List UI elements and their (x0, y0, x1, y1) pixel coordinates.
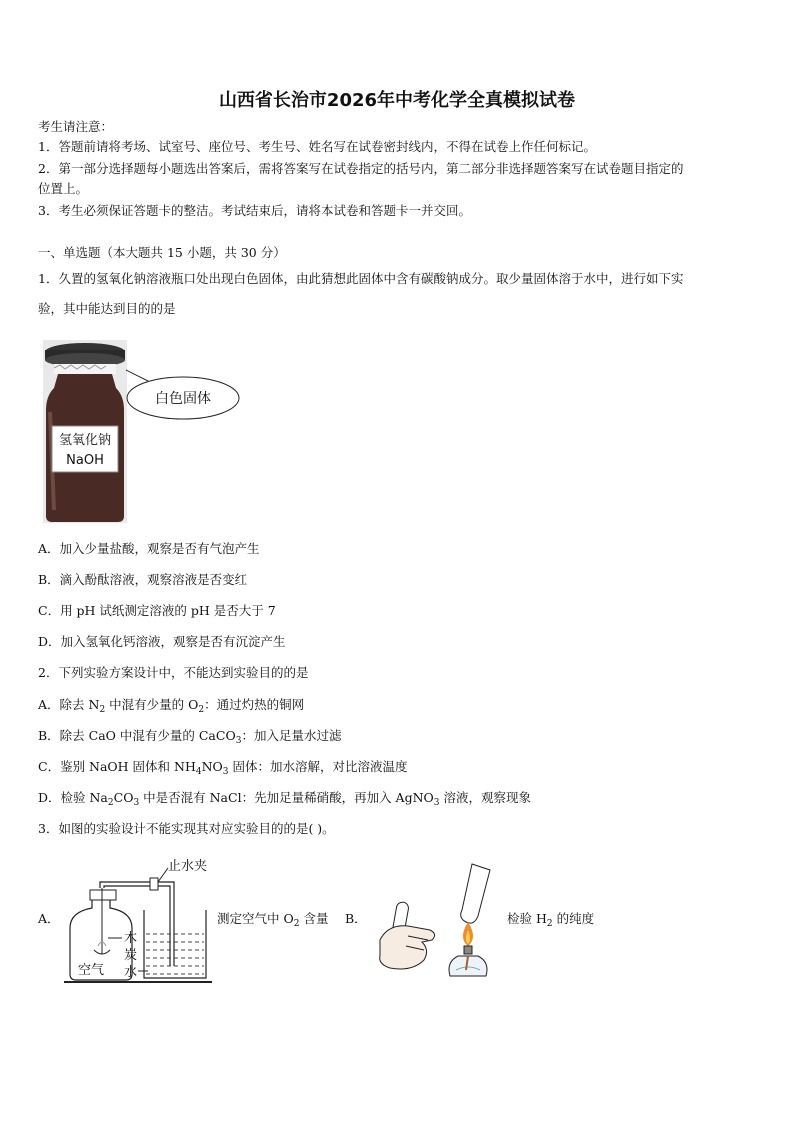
q3-a-label: A． (38, 911, 60, 926)
notice-item: 1．答题前请将考场、试室号、座位号、考生号、姓名写在试卷密封线内，不得在试卷上作任何标记。 (38, 139, 596, 154)
q3-stem: 3．如图的实验设计不能实现其对应实验目的的是( )。 (38, 821, 335, 836)
q3-b-text: 检验 $H_2$ 的纯度 (507, 911, 595, 929)
q2-stem: 2．下列实验方案设计中，不能达到实验目的的是 (38, 665, 309, 680)
q3-b-label: B． (345, 911, 367, 926)
hydrogen-purity-figure (372, 860, 504, 980)
section-heading: 一、单选题（本大题共 15 小题，共 30 分） (38, 245, 286, 260)
bottle-label-cn: 氢氧化钠 (58, 433, 112, 448)
air-oxygen-apparatus-figure (62, 854, 220, 984)
q2-option-b: B．除去 CaO 中混有少量的 CaCO$_3$：加入足量水过滤 (38, 728, 342, 746)
bottle-label-formula: NaOH (66, 453, 104, 468)
water-label: 水 (124, 965, 138, 980)
q1-option-a: A．加入少量盐酸，观察是否有气泡产生 (38, 541, 260, 556)
notice-item: 3．考生必须保证答题卡的整洁。考试结束后，请将本试卷和答题卡一并交回。 (38, 203, 471, 218)
bubble-label: 白色固体 (155, 391, 211, 407)
naoh-bottle-figure (40, 340, 250, 525)
charcoal-label-2: 炭 (124, 948, 138, 963)
notice-heading: 考生请注意： (38, 119, 114, 134)
clamp-label: 止水夹 (168, 859, 208, 874)
q1-option-b: B．滴入酚酞溶液，观察溶液是否变红 (38, 572, 248, 587)
q1-stem: 1．久置的氢氧化钠溶液瓶口处出现白色固体，由此猜想此固体中含有碳酸钠成分。取少量固体溶于水中，进行如下实 (38, 271, 684, 286)
q1-stem: 验，其中能达到目的的是 (38, 301, 176, 316)
q1-option-c: C．用 pH 试纸测定溶液的 pH 是否大于 7 (38, 603, 276, 618)
page-title: 山西省长治市2026年中考化学全真模拟试卷 (218, 90, 576, 111)
q1-option-d: D．加入氢氧化钙溶液，观察是否有沉淀产生 (38, 634, 286, 649)
air-label: 空气 (78, 963, 105, 978)
notice-item: 位置上。 (38, 181, 89, 196)
q2-option-c: C．鉴别 NaOH 固体和 $NH_4NO_3$ 固体：加水溶解，对比溶液温度 (38, 759, 408, 777)
charcoal-label-1: 木 (124, 931, 138, 946)
notice-item: 2．第一部分选择题每小题选出答案后，需将答案写在试卷指定的括号内，第二部分非选择题答案写在试卷题目指定的 (38, 161, 684, 176)
q2-option-a: A．除去 $N_2$ 中混有少量的 $O_2$：通过灼热的铜网 (38, 697, 305, 715)
q3-a-text: 测定空气中 $O_2$ 含量 (217, 911, 329, 929)
q2-option-d: D．检验 $Na_2CO_3$ 中是否混有 NaCl：先加足量稀硝酸，再加入 AgNO$_3$ 溶液，观察现象 (38, 790, 531, 808)
